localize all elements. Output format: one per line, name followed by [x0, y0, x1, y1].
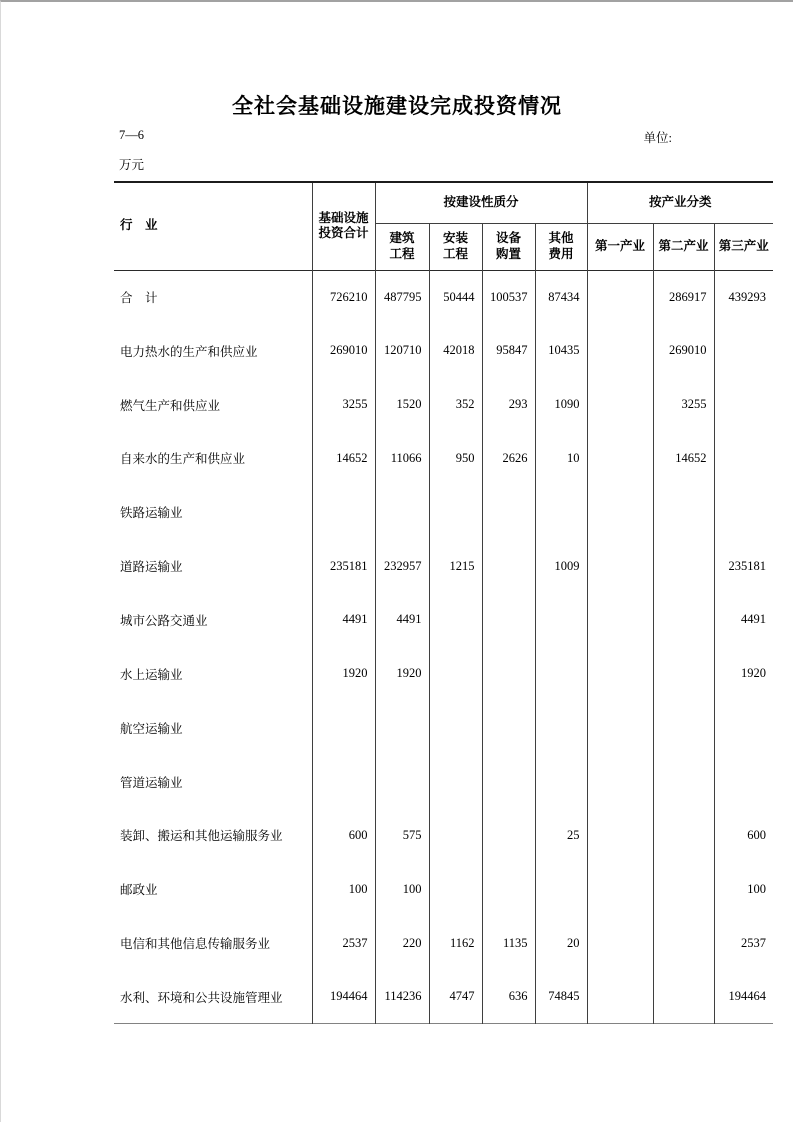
cell-value — [653, 916, 714, 970]
cell-value: 1135 — [482, 916, 535, 970]
table-row — [114, 647, 773, 701]
cell-value: 42018 — [429, 324, 482, 378]
header-line: 建筑 — [389, 230, 415, 245]
cell-value — [429, 808, 482, 862]
cell-value: 3255 — [312, 378, 375, 432]
cell-value — [482, 701, 535, 755]
unit-value: 万元 — [119, 158, 145, 172]
col-header-total-investment — [312, 182, 375, 270]
header-line: 安装 — [442, 230, 468, 245]
cell-value: 50444 — [429, 270, 482, 324]
cell-value — [653, 593, 714, 647]
cell-value — [429, 755, 482, 809]
cell-value: 1920 — [714, 647, 773, 701]
cell-value — [587, 808, 653, 862]
table-body — [114, 270, 773, 1024]
cell-value — [535, 701, 587, 755]
cell-value — [714, 432, 773, 486]
cell-value — [375, 701, 429, 755]
cell-value: 487795 — [375, 270, 429, 324]
row-industry-label: 电信和其他信息传输服务业 — [120, 937, 271, 952]
cell-value: 14652 — [653, 432, 714, 486]
cell-value: 100537 — [482, 270, 535, 324]
cell-value — [535, 485, 587, 539]
header-line: 工程 — [389, 246, 415, 261]
cell-value: 269010 — [653, 324, 714, 378]
cell-value — [535, 593, 587, 647]
cell-value: 74845 — [535, 970, 587, 1024]
header-line: 投资合计 — [318, 226, 369, 241]
cell-value — [535, 647, 587, 701]
cell-value: 194464 — [312, 970, 375, 1024]
table-row — [114, 916, 773, 970]
group-header-by-industry-class: 按产业分类 — [587, 182, 773, 223]
header-line: 工程 — [442, 246, 468, 261]
cell-value: 726210 — [312, 270, 375, 324]
cell-value: 87434 — [535, 270, 587, 324]
cell-value: 293 — [482, 378, 535, 432]
cell-value — [587, 432, 653, 486]
cell-value — [482, 593, 535, 647]
table-header — [114, 182, 773, 270]
cell-value — [714, 324, 773, 378]
header-line: 购置 — [495, 246, 521, 261]
table-row — [114, 485, 773, 539]
cell-value: 269010 — [312, 324, 375, 378]
cell-value: 14652 — [312, 432, 375, 486]
cell-value — [375, 485, 429, 539]
col-header-other-expenses — [535, 223, 587, 270]
header-line: 设备 — [495, 230, 521, 245]
table-row — [114, 270, 773, 324]
table-row — [114, 970, 773, 1024]
cell-value: 25 — [535, 808, 587, 862]
cell-value: 2626 — [482, 432, 535, 486]
cell-value: 1162 — [429, 916, 482, 970]
cell-value: 2537 — [714, 916, 773, 970]
investment-table — [114, 181, 773, 1024]
cell-value — [482, 808, 535, 862]
cell-value: 4491 — [312, 593, 375, 647]
cell-value — [587, 270, 653, 324]
col-header-tertiary-industry: 第三产业 — [714, 223, 773, 270]
table-row — [114, 862, 773, 916]
table-row — [114, 378, 773, 432]
cell-value: 352 — [429, 378, 482, 432]
row-industry-label: 自来水的生产和供应业 — [120, 452, 246, 467]
cell-value: 439293 — [714, 270, 773, 324]
col-header-primary-industry: 第一产业 — [587, 223, 653, 270]
header-line: 费用 — [548, 246, 574, 261]
col-header-installation-works — [429, 223, 482, 270]
cell-value: 286917 — [653, 270, 714, 324]
cell-value — [587, 539, 653, 593]
cell-value: 600 — [714, 808, 773, 862]
cell-value: 3255 — [653, 378, 714, 432]
cell-value: 11066 — [375, 432, 429, 486]
col-header-construction-works — [375, 223, 429, 270]
cell-value — [714, 701, 773, 755]
cell-value — [587, 755, 653, 809]
cell-value: 950 — [429, 432, 482, 486]
cell-value — [375, 755, 429, 809]
col-header-secondary-industry: 第二产业 — [653, 223, 714, 270]
cell-value — [482, 862, 535, 916]
cell-value: 114236 — [375, 970, 429, 1024]
cell-value: 10 — [535, 432, 587, 486]
cell-value: 100 — [312, 862, 375, 916]
col-header-industry: 行 业 — [120, 218, 158, 233]
cell-value — [714, 485, 773, 539]
col-header-equipment-purchase — [482, 223, 535, 270]
cell-value: 1215 — [429, 539, 482, 593]
page-title: 全社会基础设施建设完成投资情况 — [232, 95, 562, 118]
row-industry-label: 航空运输业 — [120, 721, 183, 736]
cell-value: 2537 — [312, 916, 375, 970]
cell-value: 235181 — [714, 539, 773, 593]
cell-value — [482, 539, 535, 593]
table-row — [114, 755, 773, 809]
cell-value: 95847 — [482, 324, 535, 378]
header-line: 基础设施 — [318, 210, 369, 225]
row-industry-label: 电力热水的生产和供应业 — [120, 344, 258, 359]
cell-value — [535, 755, 587, 809]
cell-value — [587, 970, 653, 1024]
group-header-by-construction-nature: 按建设性质分 — [375, 182, 587, 223]
cell-value — [653, 539, 714, 593]
cell-value — [587, 916, 653, 970]
cell-value: 235181 — [312, 539, 375, 593]
row-industry-label: 道路运输业 — [120, 560, 183, 575]
cell-value: 1090 — [535, 378, 587, 432]
cell-value: 120710 — [375, 324, 429, 378]
cell-value — [482, 755, 535, 809]
cell-value — [653, 755, 714, 809]
cell-value: 575 — [375, 808, 429, 862]
cell-value: 4491 — [375, 593, 429, 647]
row-industry-label: 城市公路交通业 — [120, 613, 208, 628]
cell-value — [653, 808, 714, 862]
table-row — [114, 539, 773, 593]
row-industry-label: 水上运输业 — [120, 667, 183, 682]
table-row — [114, 701, 773, 755]
header-line: 其他 — [548, 230, 574, 245]
cell-value — [587, 378, 653, 432]
cell-value: 1920 — [312, 647, 375, 701]
cell-value — [429, 862, 482, 916]
meta-row — [119, 128, 672, 146]
table-row — [114, 593, 773, 647]
cell-value: 1920 — [375, 647, 429, 701]
cell-value — [535, 862, 587, 916]
table-row — [114, 432, 773, 486]
cell-value — [312, 755, 375, 809]
row-industry-label: 合 计 — [120, 291, 158, 306]
cell-value — [653, 970, 714, 1024]
cell-value — [429, 647, 482, 701]
cell-value — [587, 862, 653, 916]
table-number: 7—6 — [119, 128, 144, 142]
cell-value — [587, 485, 653, 539]
cell-value — [312, 485, 375, 539]
cell-value — [312, 701, 375, 755]
cell-value: 100 — [714, 862, 773, 916]
cell-value: 1520 — [375, 378, 429, 432]
row-industry-label: 水利、环境和公共设施管理业 — [120, 990, 283, 1005]
cell-value — [714, 378, 773, 432]
cell-value — [653, 647, 714, 701]
cell-value — [714, 755, 773, 809]
unit-label: 单位: — [643, 131, 672, 145]
row-industry-label: 管道运输业 — [120, 775, 183, 790]
cell-value — [429, 593, 482, 647]
cell-value — [653, 862, 714, 916]
cell-value — [587, 647, 653, 701]
cell-value — [482, 485, 535, 539]
cell-value: 636 — [482, 970, 535, 1024]
cell-value — [429, 701, 482, 755]
cell-value — [587, 324, 653, 378]
table-row — [114, 324, 773, 378]
cell-value — [587, 593, 653, 647]
cell-value: 232957 — [375, 539, 429, 593]
row-industry-label: 装卸、搬运和其他运输服务业 — [120, 829, 283, 844]
row-industry-label: 燃气生产和供应业 — [120, 398, 221, 413]
cell-value: 220 — [375, 916, 429, 970]
cell-value: 4747 — [429, 970, 482, 1024]
cell-value — [653, 485, 714, 539]
cell-value: 1009 — [535, 539, 587, 593]
cell-value: 600 — [312, 808, 375, 862]
row-industry-label: 铁路运输业 — [120, 506, 183, 521]
table-row — [114, 808, 773, 862]
cell-value: 4491 — [714, 593, 773, 647]
cell-value: 20 — [535, 916, 587, 970]
cell-value: 100 — [375, 862, 429, 916]
row-industry-label: 邮政业 — [120, 883, 158, 898]
cell-value: 194464 — [714, 970, 773, 1024]
cell-value — [587, 701, 653, 755]
cell-value — [429, 485, 482, 539]
cell-value — [482, 647, 535, 701]
header-group-row — [114, 182, 773, 223]
cell-value: 10435 — [535, 324, 587, 378]
cell-value — [653, 701, 714, 755]
